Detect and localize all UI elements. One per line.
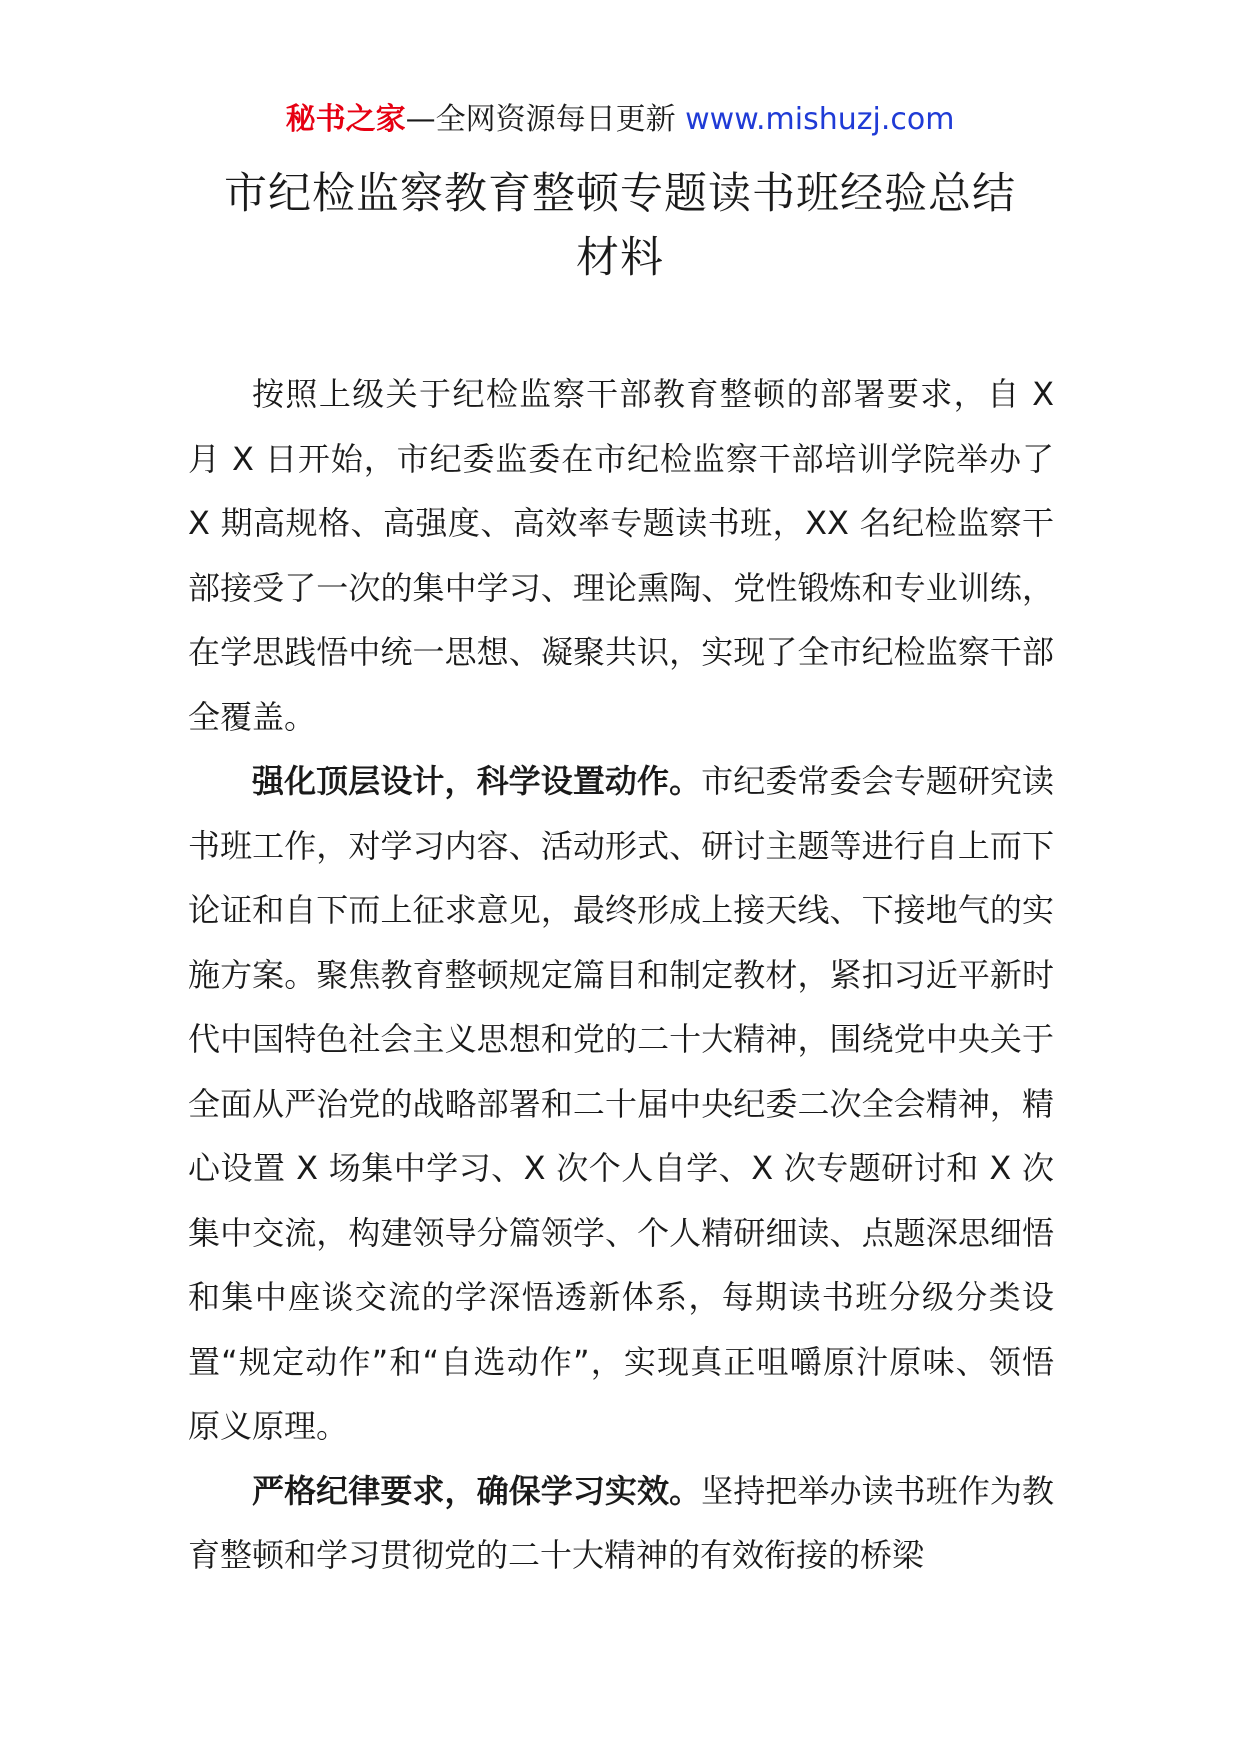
brand-name: 秘书之家 bbox=[285, 102, 406, 137]
paragraph-lead: 严格纪律要求，确保学习实效。 bbox=[252, 1471, 702, 1510]
title-line-2: 材料 bbox=[576, 233, 664, 283]
paragraph-text: 市纪委常委会专题研究读书班工作，对学习内容、活动形式、研讨主题等进行自上而下论证和自下而上征求意见，最终形成上接天线、下接地气的实施方案。聚焦教育整顿规定篇目和制定教材，紧扣习近平新时代中国特色社会主义思想和党的二十大精神，围绕党中央关于全面从严治党的战略部署和二十届中央纪委二次全会精神，精心设置 X 场集中学习、X 次个人自学、X 次专题研讨和 X 次集中交流，构建领导分篇领学、个人精研细读、点题深思细悟和集中座谈交流的学深悟透新体系，每期读书班分级分类设置“规定动作”和“自选动作”，实现真正咀嚼原汁原味、领悟原义原理。 bbox=[188, 762, 1054, 1445]
paragraph-lead: 强化顶层设计，科学设置动作。 bbox=[252, 762, 702, 800]
paragraph-top-design bbox=[188, 749, 1054, 1459]
title-line-1: 市纪检监察教育整顿专题读书班经验总结 bbox=[224, 169, 1016, 219]
paragraph-text: 按照上级关于纪检监察干部教育整顿的部署要求，自 X 月 X 日开始，市纪委监委在市纪检监察干部培训学院举办了 X 期高规格、高强度、高效率专题读书班，XX 名纪检监察干部接受了一次的集中学习、理论熏陶、党性锻炼和专业训练，在学思践悟中统一思想、凝聚共识，实现了全市纪检监察干部全覆盖。 bbox=[188, 375, 1054, 736]
paragraph-discipline bbox=[188, 1459, 1054, 1588]
banner-tagline: —全网资源每日更新 bbox=[405, 102, 676, 137]
site-banner bbox=[0, 100, 1240, 140]
document-body bbox=[188, 362, 1054, 1588]
paragraph-intro bbox=[188, 362, 1054, 749]
paragraph-text: 坚持把举办读书班作为教育整顿和学习贯彻党的二十大精神的有效衔接的桥梁 bbox=[188, 1471, 1054, 1574]
document-title bbox=[180, 162, 1060, 290]
site-url[interactable]: www.mishuzj.com bbox=[685, 102, 955, 137]
